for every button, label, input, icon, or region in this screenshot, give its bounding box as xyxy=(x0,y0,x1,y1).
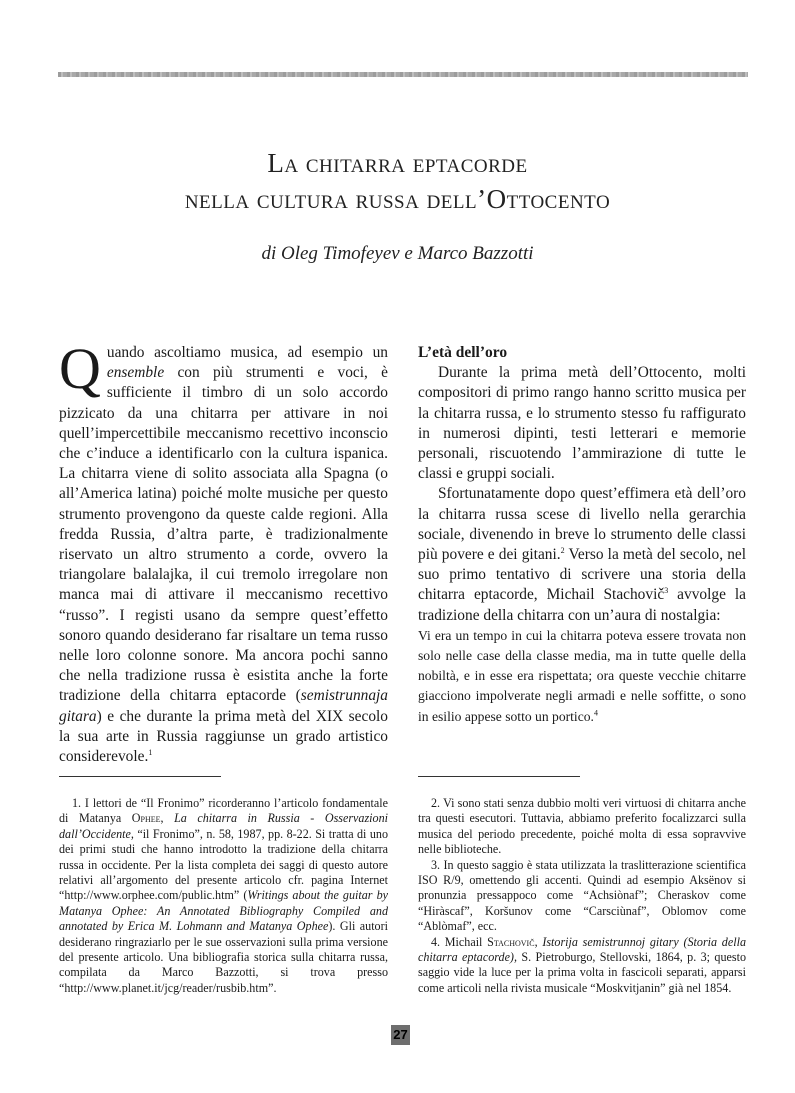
section-heading: L’età dell’oro xyxy=(418,344,508,361)
footnotes-right xyxy=(418,796,746,996)
article-title-line-2: nella cultura russa dell’Ottocento xyxy=(184,184,611,214)
footnote-ref-4[interactable]: 4 xyxy=(593,708,598,718)
footnote-1-sep: , xyxy=(160,811,175,826)
drop-cap: Q xyxy=(59,336,101,401)
intro-text-3: ) e che durante la prima metà del XIX secolo la sua arte in Russia raggiunse un grado artistico considerevole. xyxy=(59,707,388,766)
footnote-1-title: La chitarra in Russia - Osservazioni dall’Occidente, xyxy=(59,811,388,841)
paragraph-2-text-a: Sfortunatamente dopo quest’effimera età dell’oro la chitarra russa scese di livello nella gerarchia sociale, divenendo in breve lo strumento delle classi più povere e dei gitani. xyxy=(418,485,746,564)
intro-ensemble: ensemble xyxy=(106,364,165,382)
intro-paragraph xyxy=(59,336,388,767)
footnote-ref-1[interactable]: 1 xyxy=(148,747,153,757)
article-authors: di Oleg Timofeyev e Marco Bazzotti xyxy=(261,243,534,264)
page-number: 27 xyxy=(391,1025,410,1045)
right-column xyxy=(418,343,746,727)
footnote-2: 2. Vi sono stati senza dubbio molti veri virtuosi di chitarra anche tra questi esecutori. Tuttavia, abbiamo preferito focalizzarci sulla musica del periodo precedente, poiché molta di essa sopravvive nelle biblioteche. xyxy=(418,796,746,857)
intro-text-2: con più strumenti e voci, è sufficiente il timbro di un solo accordo pizzicato da una chitarra per attivare in noi quell’impercettibile meccanismo recettivo inconscio che c’induce a identificarlo con la cultura ispanica. La chitarra viene di solito associata alla Spagna (o all’America latina) poiché molte musiche per questo strumento provengono da queste calde regioni. Alla fredda Russia, d’altra parte, è tradizionalmente riservato un altro strumento a corde, ovvero la triangolare balalajka, il cui tremolo irregolare non manca mai di attivare il meccanismo recettivo “russo”. I registi usano da sempre quest’effetto sonoro quando desiderano far risaltare un tema russo nelle loro colonne sonore. Ma ancora pochi sanno che nella tradizione russa è esistita anche la forte tradizione della chitarra eptacorde ( xyxy=(59,364,388,705)
footnote-4 xyxy=(418,935,746,997)
footnote-ref-3[interactable]: 3 xyxy=(664,586,669,596)
footnote-1-author: Ophee xyxy=(131,811,161,826)
intro-text-1: uando ascoltiamo musica, ad esempio un xyxy=(106,344,388,361)
article-title-line-1: La chitarra eptacorde xyxy=(267,148,528,178)
footnote-4-text-b: S. Pietroburgo, Stellovski, 1864, p. 3; questo saggio vide la luce per la prima volta in fascicoli separati, apparsi come articoli nella rivista musicale “Moskvitjanin” già nel 1854. xyxy=(418,950,746,995)
footnote-divider-left xyxy=(59,776,221,777)
left-column xyxy=(59,336,388,767)
paragraph-1: Durante la prima metà dell’Ottocento, molti compositori di primo rango hanno scritto musica per la chitarra russa, e lo strumento stesso fu raffigurato in numerosi dipinti, testi letterari e memorie personali, riscuotendo l’ammirazione di tutte le classi e gruppi sociali. xyxy=(418,364,746,483)
footnote-1-text-c: ). Gli autori desiderano ringraziarlo per le sue osservazioni sulla prima versione del presente articolo. Una bibliografia storica sulla chitarra russa, compilata da Marco Bazzotti, si trova presso “http://www.planet.it/jcg/reader/rusbib.htm”. xyxy=(59,919,388,995)
footnote-1-title-2: Writings about the guitar by Matanya Ophee: An Annotated Bibliography Compiled and annotated by Erica M. Lohmann and Matanya Ophee xyxy=(59,888,388,934)
footnote-3: 3. In questo saggio è stata utilizzata la traslitterazione scientifica ISO R/9, omettendo gli accenti. Quindi ad esempio Aksënov si pronunzia pressappoco come “Achsiònaf”; Cheraskov come “Hiràscaf”, Koršunov come “Carsciùnaf”, Oblomov come “Ablòmaf”, ecc. xyxy=(418,857,746,934)
footnotes-left xyxy=(59,796,388,996)
footnote-4-sep: , xyxy=(534,934,543,949)
footnote-ref-2[interactable]: 2 xyxy=(560,545,565,555)
footnote-4-author: Stachovič xyxy=(487,934,535,949)
footnote-4-text-a: 4. Michail xyxy=(431,934,488,949)
intro-term: semistrunnaja gitara xyxy=(59,687,388,725)
top-decorative-rule xyxy=(58,72,748,77)
footnote-4-title: Istorija semistrunnoj gitary (Storia della chitarra eptacorde), xyxy=(418,934,746,965)
footnote-1-text-b: “il Fronimo”, n. 58, 1987, pp. 8-22. Si tratta di uno dei primi studi che hanno introdotto la tradizione della chitarra russa in occidente. Per la lista completa dei saggi di questo autore relativi all’argomento del presente articolo cfr. pagina Internet “http://www.orphee.com/public.htm” ( xyxy=(59,826,388,903)
paragraph-2 xyxy=(418,484,746,625)
paragraph-2-text-b: Verso la metà del secolo, nel suo primo tentativo di scrivere una storia della chitarra eptacorde, Michail Stachovič xyxy=(418,546,746,604)
paragraph-2-text-c: avvolge la tradizione della chitarra con un’aura di nostalgia: xyxy=(418,586,746,624)
block-quote xyxy=(418,626,746,727)
block-quote-text: Vi era un tempo in cui la chitarra poteva essere trovata non solo nelle case della classe media, ma in tutte quelle della nobiltà, e in esse era rispettata; ora queste vecchie chitarre giacciono impolverate negli armadi e nelle soffitte, o sono in esilio appese sotto un portico. xyxy=(418,627,746,724)
footnote-divider-right xyxy=(418,776,580,777)
footnote-1-text-a: 1. I lettori de “Il Fronimo” ricorderanno l’articolo fondamentale di Matanya xyxy=(59,796,388,826)
footnote-1 xyxy=(59,796,388,996)
